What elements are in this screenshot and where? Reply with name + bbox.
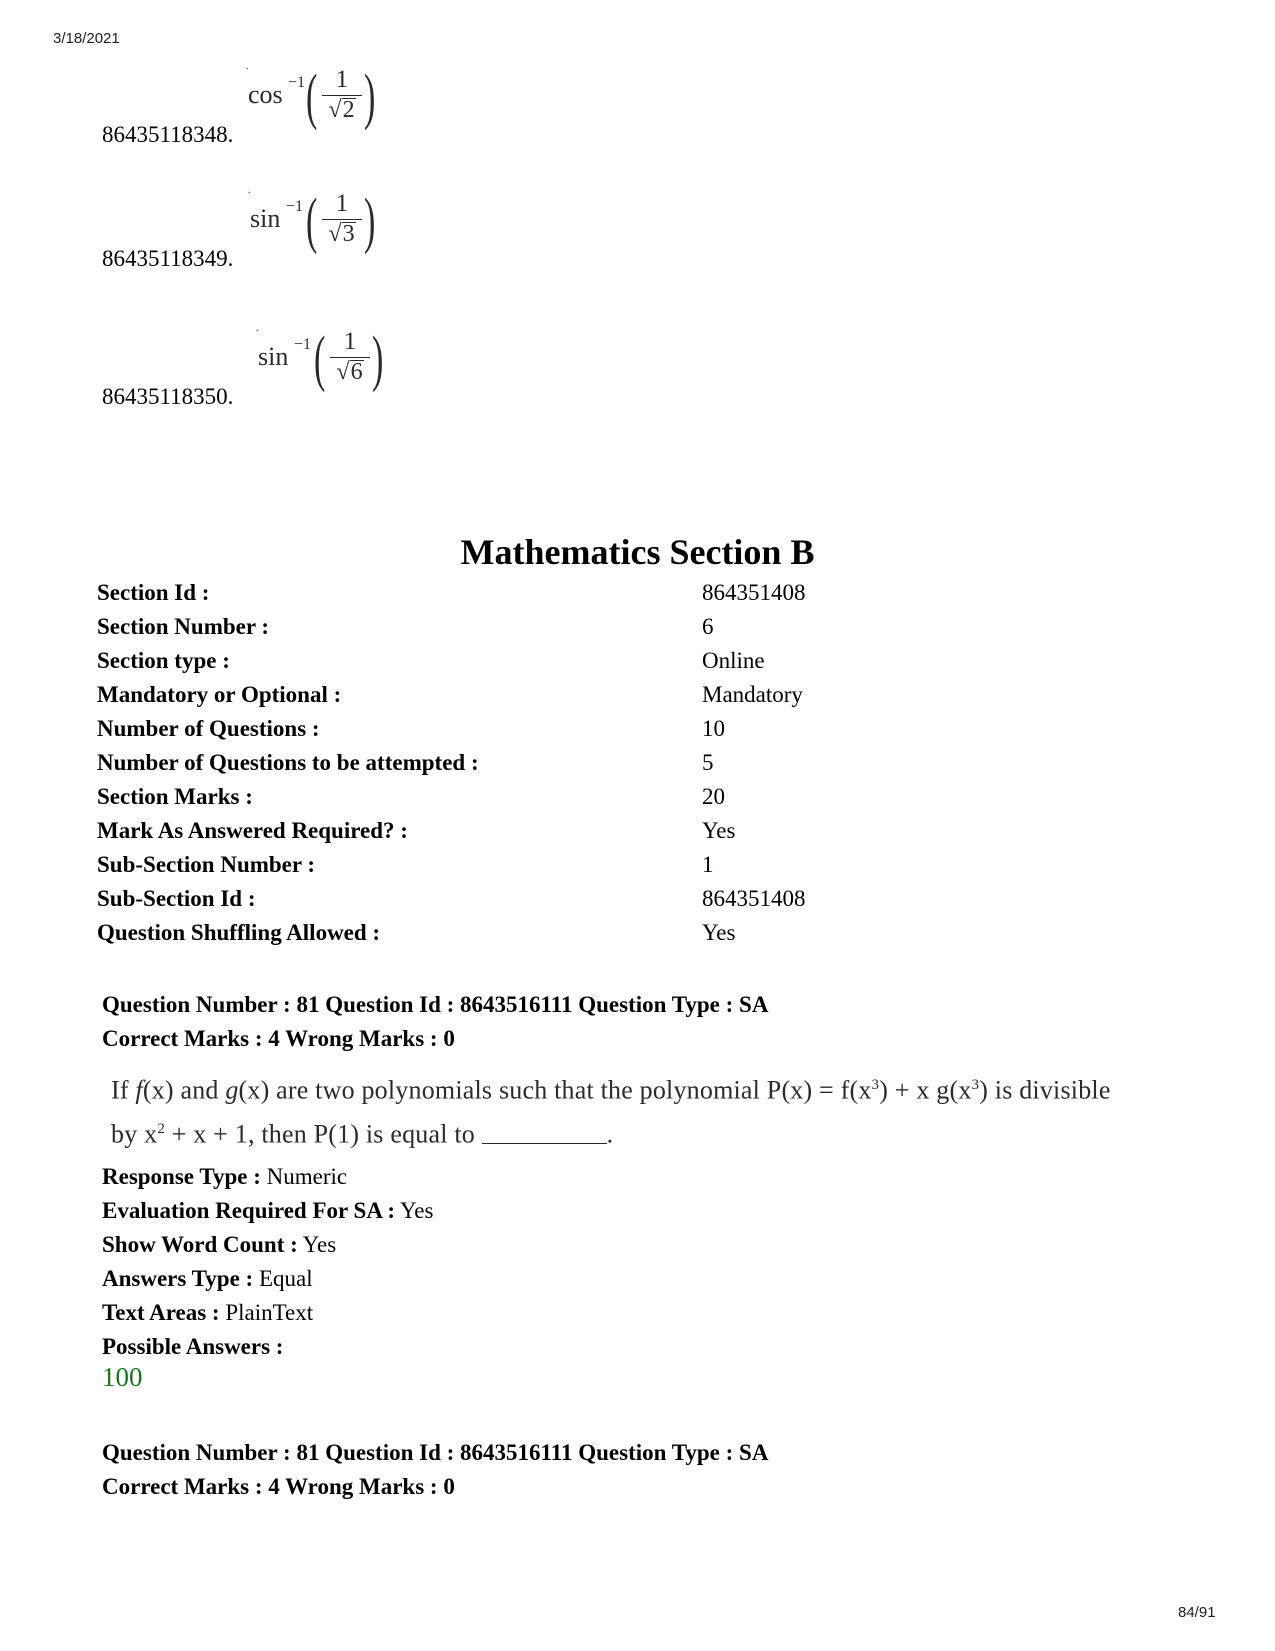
- info-label: Section type :: [97, 648, 230, 673]
- response-row: [102, 1160, 433, 1194]
- info-row: [97, 818, 897, 852]
- option-id: 86435118348.: [102, 122, 234, 147]
- response-value: PlainText: [219, 1300, 314, 1325]
- response-key: Text Areas :: [102, 1300, 220, 1325]
- formula-function: sin: [258, 342, 289, 371]
- formula-function: cos: [248, 80, 283, 109]
- question-marks: Correct Marks : 4 Wrong Marks : 0: [102, 1474, 455, 1499]
- sqrt-radicand: 6: [350, 359, 363, 385]
- response-key: Evaluation Required For SA :: [102, 1198, 396, 1223]
- response-value: Numeric: [260, 1164, 348, 1189]
- option-formula: . sin −1 ( $\frac{1}{√3}$ ): [248, 185, 376, 255]
- sqrt-radicand: 3: [342, 221, 355, 247]
- page-number: 84/91: [1178, 1604, 1216, 1621]
- left-paren: (: [306, 187, 318, 255]
- info-label: Sub-Section Id :: [97, 886, 256, 911]
- info-row: [97, 852, 897, 886]
- option-formula: . sin −1 ( $\frac{1}{√6}$ ): [256, 323, 384, 393]
- info-value: Yes: [702, 818, 736, 843]
- question-meta: Question Number : 81 Question Id : 8643516111 Question Type : SA: [102, 1440, 769, 1465]
- section-info-table: [97, 580, 897, 954]
- info-value: 864351408: [702, 886, 806, 911]
- info-value: Yes: [702, 920, 736, 945]
- print-date: 3/18/2021: [53, 30, 120, 47]
- sqrt-symbol: √: [336, 359, 350, 385]
- formula-exponent: −1: [288, 74, 306, 91]
- right-paren: ): [364, 187, 376, 255]
- sqrt-symbol: √: [328, 221, 342, 247]
- response-row: [102, 1228, 433, 1262]
- question-text: If f(x) and g(x) are two polynomials such that the polynomial $P(x) = f(x^3) + x$ $g(x^3)$ is divisible by $x^2 + x + 1$, then P(1) is equal to .: [111, 1075, 1111, 1149]
- info-row: [97, 682, 897, 716]
- info-row: [97, 886, 897, 920]
- question-meta: Question Number : 81 Question Id : 8643516111 Question Type : SA: [102, 992, 769, 1017]
- info-label: Mark As Answered Required? :: [97, 818, 408, 843]
- info-label: Number of Questions :: [97, 716, 320, 741]
- response-value: Yes: [395, 1198, 434, 1223]
- info-value: 864351408: [702, 580, 806, 605]
- response-row: [102, 1330, 433, 1364]
- info-row: [97, 784, 897, 818]
- sqrt-symbol: √: [328, 97, 342, 123]
- info-row: [97, 580, 897, 614]
- right-paren: ): [364, 63, 376, 131]
- formula-exponent: −1: [286, 198, 304, 215]
- info-label: Number of Questions to be attempted :: [97, 750, 479, 775]
- info-label: Question Shuffling Allowed :: [97, 920, 381, 945]
- option-formula: . cos −1 ( $\frac{1}{√2}$ ): [246, 61, 376, 131]
- left-paren: (: [314, 325, 326, 393]
- info-row: [97, 614, 897, 648]
- response-value: Equal: [253, 1266, 313, 1291]
- section-title: Mathematics Section B: [460, 532, 815, 572]
- formula-fraction: [330, 328, 370, 386]
- info-value: Online: [702, 648, 765, 673]
- response-key: Possible Answers :: [102, 1334, 284, 1359]
- formula-fraction: [322, 190, 362, 248]
- formula-exponent: −1: [294, 336, 312, 353]
- fraction-numerator: 1: [322, 190, 362, 220]
- info-value: Mandatory: [702, 682, 803, 707]
- right-paren: ): [372, 325, 384, 393]
- possible-answer: 100: [102, 1362, 143, 1392]
- response-key: Answers Type :: [102, 1266, 254, 1291]
- info-label: Section Number :: [97, 614, 270, 639]
- info-value: 6: [702, 614, 714, 639]
- formula-function: sin: [250, 204, 281, 233]
- fraction-numerator: 1: [322, 66, 362, 96]
- response-row: [102, 1194, 433, 1228]
- response-key: Response Type :: [102, 1164, 261, 1189]
- info-row: [97, 648, 897, 682]
- left-paren: (: [306, 63, 318, 131]
- formula-fraction: [322, 66, 362, 124]
- question-header: [102, 1436, 768, 1504]
- option-id: 86435118350.: [102, 384, 234, 409]
- question-header: [102, 988, 768, 1056]
- info-value: 5: [702, 750, 714, 775]
- info-row: [97, 716, 897, 750]
- response-key: Show Word Count :: [102, 1232, 298, 1257]
- info-value: 20: [702, 784, 725, 809]
- answer-blank: [482, 1118, 607, 1144]
- info-row: [97, 920, 897, 954]
- response-row: [102, 1296, 433, 1330]
- info-label: Section Marks :: [97, 784, 253, 809]
- sqrt-radicand: 2: [342, 97, 355, 123]
- info-value: 10: [702, 716, 725, 741]
- info-value: 1: [702, 852, 714, 877]
- response-value: Yes: [297, 1232, 337, 1257]
- question-marks: Correct Marks : 4 Wrong Marks : 0: [102, 1026, 455, 1051]
- option-id: 86435118349.: [102, 246, 234, 271]
- response-row: [102, 1262, 433, 1296]
- fraction-numerator: 1: [330, 328, 370, 358]
- info-label: Sub-Section Number :: [97, 852, 316, 877]
- info-label: Mandatory or Optional :: [97, 682, 342, 707]
- info-row: [97, 750, 897, 784]
- info-label: Section Id :: [97, 580, 210, 605]
- response-details: [102, 1160, 433, 1364]
